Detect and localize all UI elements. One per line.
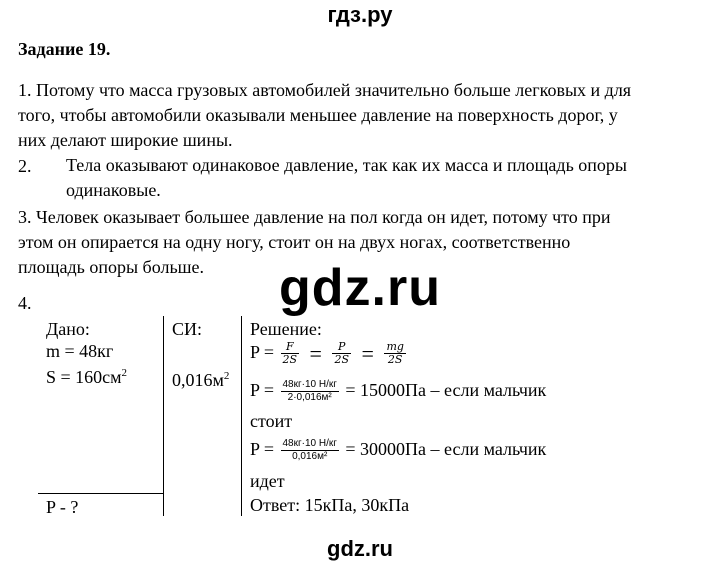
si-header: СИ:: [172, 319, 203, 339]
task-title: Задание 19.: [18, 39, 111, 59]
site-header-logo[interactable]: гдз.ру: [327, 2, 393, 27]
formula-eq-3: =: [361, 340, 374, 366]
fraction-p-numerator: P: [332, 341, 351, 354]
answer-3-line-1: 3. Человек оказывает большее давление на пол когда он идет, потому что при: [18, 207, 611, 227]
fraction-mg-2s: [384, 341, 405, 366]
solution-walking: [250, 432, 546, 466]
standing-denominator: 2·0,016м²: [287, 392, 332, 404]
formula-eq-2: =: [309, 340, 322, 366]
standing-result: = 15000Па – если мальчик: [345, 380, 547, 400]
standing-p: P: [250, 380, 260, 400]
watermark: gdz.ru: [279, 259, 441, 317]
answer-1-line-2: того, чтобы автомобили оказывали меньшее давление на поверхность дорог, у: [18, 105, 618, 125]
solution-formula: [250, 337, 408, 369]
solution-standing-cont: стоит: [250, 411, 293, 431]
fraction-f-denominator: 2S: [282, 353, 298, 367]
fraction-standing: [281, 379, 339, 404]
answer-1-line-1: 1. Потому что масса грузовых автомобилей значительно больше легковых и для: [18, 80, 632, 100]
fraction-mg-denominator: 2S: [387, 353, 403, 367]
walking-numerator: 48кг·10 Н/кг: [282, 438, 337, 450]
fraction-f-numerator: F: [281, 341, 300, 354]
fraction-mg-numerator: mg: [386, 340, 404, 354]
table-divider-1: [163, 316, 164, 516]
fraction-p-denominator: 2S: [334, 353, 350, 367]
standing-numerator: 48кг·10 Н/кг: [282, 379, 337, 391]
si-area: [172, 365, 229, 391]
table-divider-2: [241, 316, 242, 516]
given-find: P - ?: [46, 497, 79, 517]
fraction-f-2s: [281, 341, 300, 366]
walking-result: = 30000Па – если мальчик: [345, 439, 547, 459]
given-header: Дано:: [46, 319, 90, 339]
given-area-value: S = 160см: [46, 367, 122, 387]
fraction-p-2s: [332, 341, 351, 366]
answer-2-line-2: одинаковые.: [66, 180, 161, 200]
formula-eq-1: =: [263, 342, 274, 362]
answer-1-line-3: них делают широкие шины.: [18, 130, 233, 150]
walking-denominator: 0,016м²: [292, 451, 328, 463]
given-area-exponent: 2: [121, 367, 128, 379]
site-footer-logo[interactable]: gdz.ru: [327, 536, 393, 561]
answer-3-line-2: этом он опирается на одну ногу, стоит он на двух ногах, соответственно: [18, 232, 571, 252]
answer-2-number: 2.: [18, 156, 32, 176]
solution-walking-cont: идет: [250, 471, 285, 491]
walking-p: P: [250, 439, 260, 459]
standing-eq: =: [263, 380, 274, 400]
fraction-walking: [281, 438, 339, 463]
answer-2-line-1: Тела оказывают одинаковое давление, так как их масса и площадь опоры: [66, 155, 628, 175]
answer-4-number: 4.: [18, 293, 32, 313]
solution-standing: [250, 373, 546, 407]
given-area: [46, 362, 127, 388]
solution-answer: Ответ: 15кПа, 30кПа: [250, 495, 410, 515]
si-area-value: 0,016м: [172, 370, 224, 390]
given-mass: m = 48кг: [46, 341, 114, 361]
si-area-exponent: 2: [223, 370, 230, 382]
given-underline: [38, 493, 164, 494]
solution-header: Решение:: [250, 319, 322, 339]
formula-p: P: [250, 342, 260, 362]
walking-eq: =: [263, 439, 274, 459]
answer-3-line-3: площадь опоры больше.: [18, 257, 205, 277]
